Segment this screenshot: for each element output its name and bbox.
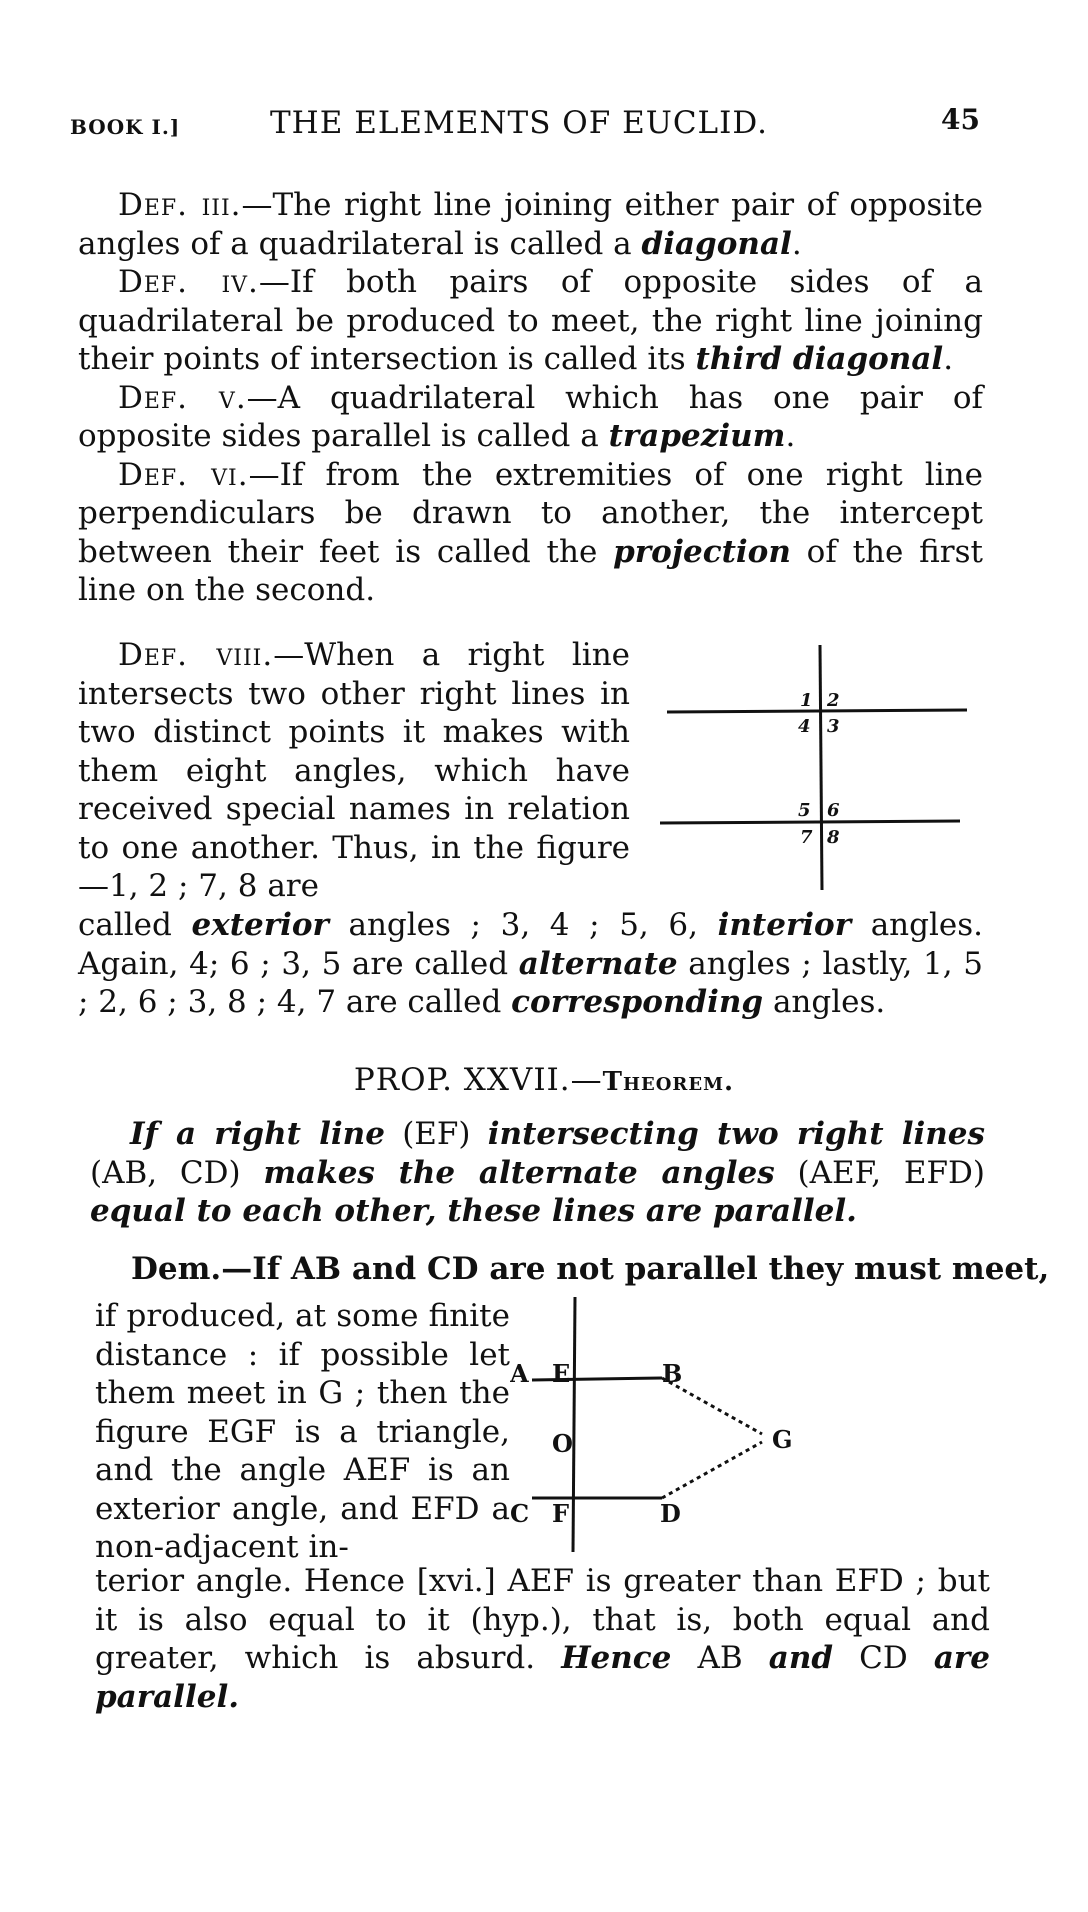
def8-side-text: —When a right line intersects two other right lines in two distinct points it makes with them eight angles, which have received special names in relation to one another. Thus, in the figure—1, 2 ; 7, 8 are [78,637,631,904]
running-title: THE ELEMENTS OF EUCLID. [270,105,768,141]
def-text: —A quadrilateral which has one pair of opposite sides parallel is called a [78,379,983,454]
point-e-label: E [552,1359,571,1388]
point-f-label: F [552,1499,570,1528]
point-b-label: B [662,1359,683,1388]
definition-8 [78,636,630,906]
point-o-label: O [552,1429,573,1458]
demonstration-heading: Dem.—If AB and CD are not parallel they must meet, [131,1251,1050,1287]
angle-label-5: 5 [798,800,811,821]
def-text-after: . [943,341,954,377]
definition-8-continuation: called exterior angles ; 3, 4 ; 5, 6, interior angles. Again, 4; 6 ; 3, 5 are called alternate angles ; lastly, 1, 5 ; 2, 6 ; 3, 8 ; 4, 7 are called corresponding angles. [78,907,984,1020]
definition-6 [78,456,983,610]
def-text: —The right line joining either pair of opposite angles of a quadrilateral is called a [78,187,983,262]
def-text: —If from the extremities of one right line perpendiculars be drawn to another, the intercept between their feet is called the [78,456,983,570]
term-corresponding: corresponding [511,984,764,1020]
definition-4 [78,263,983,379]
def-label: Def. v. [118,379,247,416]
def-text-after: . [791,225,802,262]
transversal-line [820,645,822,890]
angle-label-1: 1 [800,690,813,711]
demonstration-side-text: if produced, at some finite distance : if possible let them meet in G ; then the figure EGF is a triangle, and the angle AEF is an exterior angle, and EFD a non-adjacent in- [95,1298,510,1565]
point-a-label: A [510,1359,529,1388]
proposition-heading [0,1062,1088,1098]
point-c-label: C [510,1499,530,1528]
def-label: Def. iii. [118,187,242,223]
parallel-lines-figure [510,1292,990,1557]
def-label: Def. viii. [118,637,274,673]
point-g-label: G [772,1425,793,1454]
angle-label-3: 3 [827,716,840,737]
angle-label-8: 8 [827,827,840,848]
def-term: projection [613,533,791,570]
book-reference: BOOK I.] [70,115,181,139]
term-alternate: alternate [518,945,678,982]
def-label: Def. vi. [118,456,249,493]
lower-line [660,821,960,823]
page-number: 45 [941,103,980,136]
def-label: Def. iv. [118,264,259,300]
transversal-angles-figure [655,640,975,895]
definition-3 [78,186,983,263]
angle-label-2: 2 [827,690,840,711]
angle-label-4: 4 [798,716,811,737]
term-exterior: exterior [191,907,329,943]
def-text-after: of the first line on the second. [78,533,983,608]
def-text: —If both pairs of opposite sides of a quadrilateral be produced to meet, the right line joining their points of intersection is called its [78,264,983,377]
def-term: trapezium [608,418,786,454]
point-d-label: D [660,1499,681,1528]
def-term: third diagonal [695,341,944,377]
transversal-ef [573,1297,575,1552]
definition-5 [78,379,983,456]
running-header [70,105,985,145]
proposition-kind: Theorem. [602,1067,735,1097]
definitions-block [78,186,983,610]
proposition-enunciation: If a right line (EF) intersecting two right lines (AB, CD) makes the alternate angles (AEF, EFD) equal to each other, these lines are parallel. [90,1116,985,1229]
def-text-after: . [785,418,796,454]
produced-cd [662,1442,762,1498]
upper-line [667,710,967,712]
demonstration-conclusion: terior angle. Hence [xvi.] AEF is greater than EFD ; but it is also equal to it (hyp.), that is, both equal and greater, which is absurd. Hence AB and CD are parallel. [95,1563,990,1715]
def-term: diagonal [641,225,792,262]
angle-label-7: 7 [800,827,813,848]
proposition-number: PROP. XXVII.— [353,1062,603,1098]
term-interior: interior [717,907,852,943]
angle-label-6: 6 [827,800,840,821]
